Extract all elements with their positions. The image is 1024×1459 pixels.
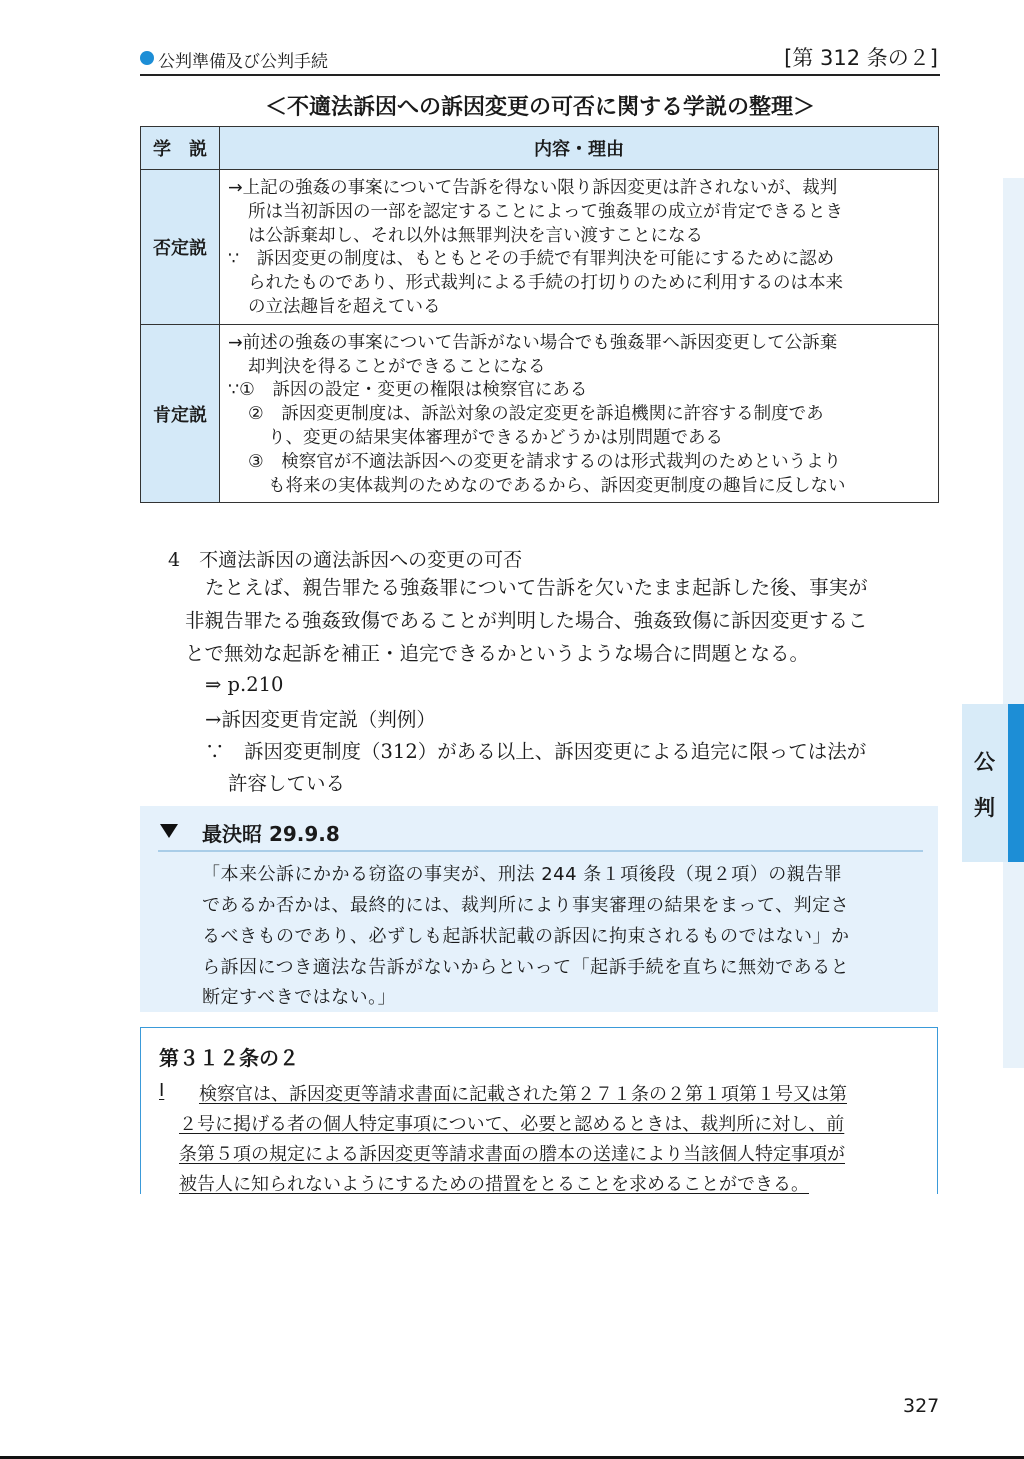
content-line: の立法趣旨を超えている — [248, 296, 441, 317]
theory-content — [220, 324, 939, 503]
paragraph-line: とで無効な起訴を補正・追完できるかというような場合に問題となる。 — [185, 642, 810, 665]
content-line: ② 訴因変更制度は、訴訟対象の設定変更を訴追機関に許容する制度であ — [248, 404, 824, 425]
header-theory: 学 説 — [141, 127, 220, 170]
reason-line: ∵ 訴因変更制度（312）がある以上、訴因変更による追完に限っては法が — [205, 740, 867, 763]
content-line: ③ 検察官が不適法訴因への変更を請求するのは形式裁判のためというより — [248, 451, 842, 472]
paragraph-line: 非親告罪たる強姦致傷であることが判明した場合、強姦致傷に訴因変更するこ — [185, 609, 868, 632]
case-divider — [158, 850, 923, 852]
content-line: も将来の実体裁判のためなのであるから、訴因変更制度の趣旨に反しない — [268, 475, 846, 496]
conclusion-line: →訴因変更肯定説（判例） — [205, 708, 436, 731]
table-title: ＜不適法訴因への訴因変更の可否に関する学説の整理＞ — [264, 95, 815, 120]
theory-content — [220, 170, 939, 325]
content-line: →上記の強姦の事案について告訴を得ない限り訴因変更は許されないが、裁判 — [228, 178, 838, 198]
page-number: 327 — [903, 1395, 940, 1417]
case-line: 「本来公訴にかかる窃盗の事実が、刑法 244 条１項後段（現２項）の親告罪 — [202, 864, 843, 885]
tab-char: 判 — [974, 796, 995, 820]
statute-box — [140, 1027, 938, 1194]
article-label: [第 312 条の２] — [784, 46, 938, 70]
running-header — [140, 44, 940, 76]
statute-line: 条第５項の規定による訴因変更等請求書面の謄本の送達により当該個人特定事項が — [179, 1144, 845, 1165]
case-line: るべきものであり、必ずしも起訴状記載の訴因に拘束されるものではない」か — [202, 926, 850, 947]
table-row — [141, 324, 939, 503]
paragraph-line: たとえば、親告罪たる強姦罪について告訴を欠いたまま起訴した後、事実が — [205, 576, 868, 599]
theory-name: 肯定説 — [141, 324, 220, 503]
table-header-row — [141, 127, 939, 170]
theory-name: 否定説 — [141, 170, 220, 325]
content-line: 所は当初訴因の一部を認定することによって強姦罪の成立が肯定できるとき — [248, 201, 843, 222]
reason-line: 許容している — [228, 772, 346, 795]
tab-accent — [1008, 704, 1024, 862]
side-strip — [1003, 178, 1024, 1068]
statute-line: 検察官は、訴因変更等請求書面に記載された第２７１条の２第１項第１号又は第 — [199, 1084, 847, 1105]
bullet-dot-icon — [140, 51, 154, 65]
theories-table — [140, 126, 939, 503]
case-line: ら訴因につき適法な告訴がないからといって「起訴手続を直ちに無効であると — [202, 957, 850, 978]
statute-line: 被告人に知られないようにするための措置をとることを求めることができる。 — [179, 1174, 809, 1195]
table-row — [141, 170, 939, 325]
content-line: は公訴棄却し、それ以外は無罪判決を言い渡すことになる — [248, 225, 703, 246]
case-line: であるか否かは、最終的には、裁判所により事実審理の結果をまって、判定さ — [202, 895, 850, 916]
statute-line: ２号に掲げる者の個人特定事項について、必要と認めるときは、裁判所に対し、前 — [179, 1114, 845, 1135]
header-content: 内容・理由 — [220, 127, 939, 170]
case-box — [140, 806, 938, 1012]
case-title: 最決昭 29.9.8 — [202, 822, 340, 846]
chapter-tab — [962, 704, 1024, 862]
statute-title: 第３１２条の２ — [159, 1046, 299, 1070]
content-line: →前述の強姦の事案について告訴がない場合でも強姦罪へ訴因変更して公訴棄 — [228, 332, 838, 353]
content-line: られたものであり、形式裁判による手続の打切りのために利用するのは本来 — [248, 273, 843, 294]
subsection-heading: 4 不適法訴因の適法訴因への変更の可否 — [168, 549, 523, 571]
content-line: ∵① 訴因の設定・変更の権限は検察官にある — [228, 380, 588, 401]
content-line: 却判決を得ることができることになる — [248, 356, 546, 377]
cross-reference: ⇒ p.210 — [205, 673, 284, 696]
case-line: 断定すべきではない。」 — [202, 987, 397, 1008]
section-title: 公判準備及び公判手続 — [158, 52, 328, 72]
triangle-down-icon — [160, 824, 178, 838]
content-line: ∵ 訴因変更の制度は、もともとその手続で有罪判決を可能にするために認め — [228, 249, 835, 270]
tab-char: 公 — [974, 750, 995, 774]
content-line: り、変更の結果実体審理ができるかどうかは別問題である — [268, 427, 723, 448]
paragraph-number: Ⅰ — [159, 1080, 165, 1101]
